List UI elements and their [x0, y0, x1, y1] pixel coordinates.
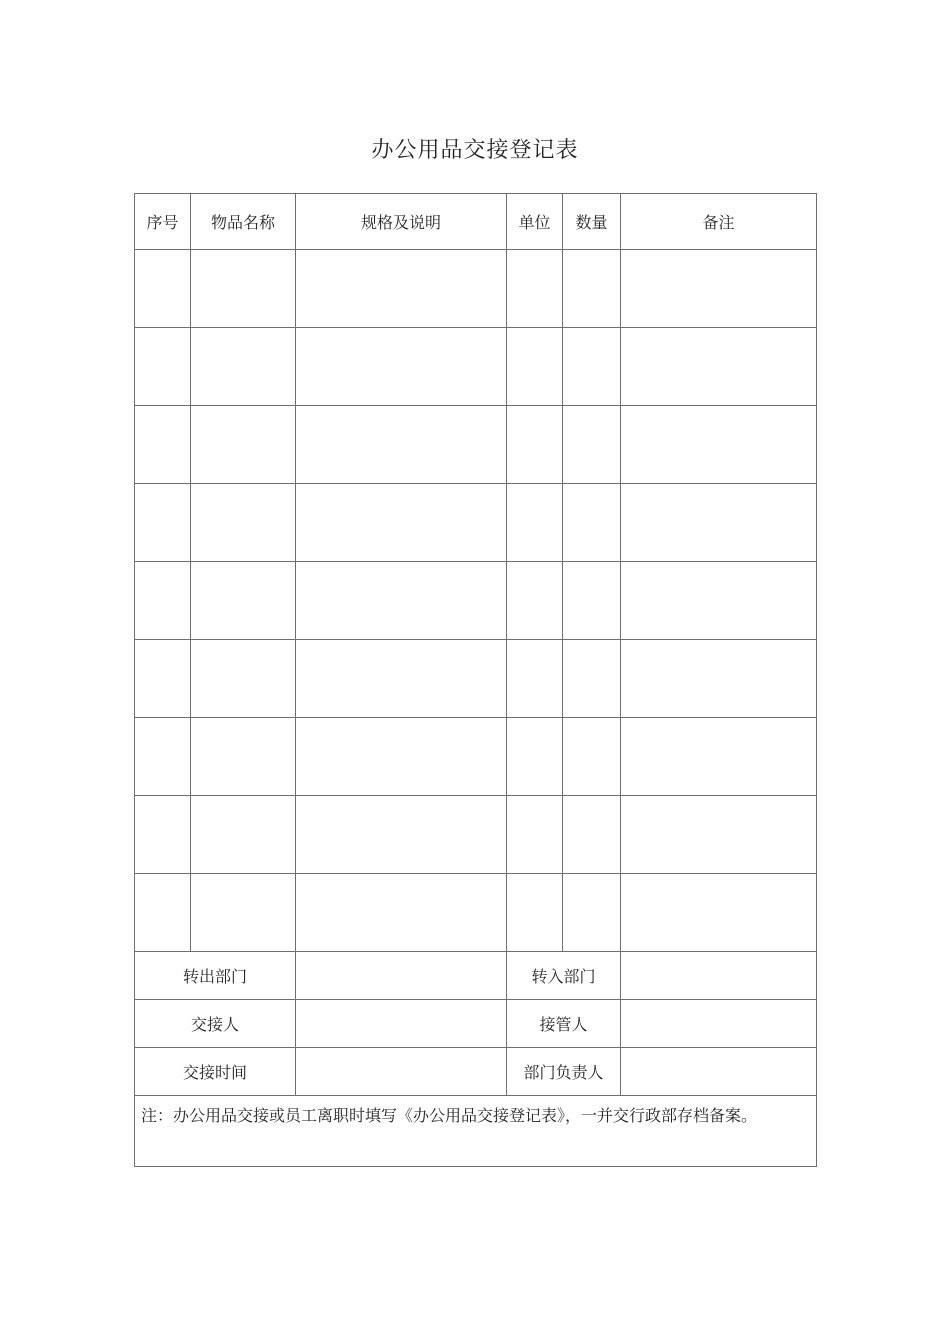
- remark-cell[interactable]: [621, 328, 817, 406]
- seq-cell[interactable]: [135, 250, 191, 328]
- seq-cell[interactable]: [135, 562, 191, 640]
- header-quantity: 数量: [563, 194, 621, 250]
- quantity-cell[interactable]: [563, 640, 621, 718]
- handover-time-label: 交接时间: [135, 1048, 296, 1096]
- dept-head-field[interactable]: [621, 1048, 817, 1096]
- quantity-cell[interactable]: [563, 718, 621, 796]
- table-row: [135, 796, 817, 874]
- unit-cell[interactable]: [507, 484, 563, 562]
- seq-cell[interactable]: [135, 406, 191, 484]
- item-name-cell[interactable]: [191, 406, 296, 484]
- item-name-cell[interactable]: [191, 562, 296, 640]
- unit-cell[interactable]: [507, 250, 563, 328]
- handover-register-table: [134, 193, 817, 1167]
- item-name-cell[interactable]: [191, 484, 296, 562]
- unit-cell[interactable]: [507, 874, 563, 952]
- unit-cell[interactable]: [507, 328, 563, 406]
- handover-person-label: 交接人: [135, 1000, 296, 1048]
- spec-cell[interactable]: [296, 250, 507, 328]
- table-row: [135, 718, 817, 796]
- table-row: [135, 250, 817, 328]
- header-seq: 序号: [135, 194, 191, 250]
- spec-cell[interactable]: [296, 562, 507, 640]
- remark-cell[interactable]: [621, 874, 817, 952]
- item-name-cell[interactable]: [191, 328, 296, 406]
- table-row: [135, 640, 817, 718]
- unit-cell[interactable]: [507, 640, 563, 718]
- item-name-cell[interactable]: [191, 718, 296, 796]
- table-row: [135, 328, 817, 406]
- item-name-cell[interactable]: [191, 796, 296, 874]
- header-spec: 规格及说明: [296, 194, 507, 250]
- dept-head-label: 部门负责人: [507, 1048, 621, 1096]
- header-remark: 备注: [621, 194, 817, 250]
- receiver-field[interactable]: [621, 1000, 817, 1048]
- spec-cell[interactable]: [296, 484, 507, 562]
- spec-cell[interactable]: [296, 640, 507, 718]
- unit-cell[interactable]: [507, 718, 563, 796]
- spec-cell[interactable]: [296, 874, 507, 952]
- quantity-cell[interactable]: [563, 250, 621, 328]
- seq-cell[interactable]: [135, 796, 191, 874]
- to-dept-label: 转入部门: [507, 952, 621, 1000]
- table-row: [135, 484, 817, 562]
- spec-cell[interactable]: [296, 796, 507, 874]
- quantity-cell[interactable]: [563, 796, 621, 874]
- form-title: 办公用品交接登记表: [371, 138, 579, 163]
- quantity-cell[interactable]: [563, 328, 621, 406]
- note-text: 注：办公用品交接或员工离职时填写《办公用品交接登记表》，一并交行政部存档备案。: [135, 1096, 817, 1167]
- quantity-cell[interactable]: [563, 874, 621, 952]
- signoff-row-person: [135, 1000, 817, 1048]
- signoff-row-time: [135, 1048, 817, 1096]
- quantity-cell[interactable]: [563, 484, 621, 562]
- spec-cell[interactable]: [296, 718, 507, 796]
- remark-cell[interactable]: [621, 484, 817, 562]
- table-row: [135, 874, 817, 952]
- receiver-label: 接管人: [507, 1000, 621, 1048]
- remark-cell[interactable]: [621, 250, 817, 328]
- unit-cell[interactable]: [507, 796, 563, 874]
- header-item-name: 物品名称: [191, 194, 296, 250]
- table-row: [135, 406, 817, 484]
- item-name-cell[interactable]: [191, 874, 296, 952]
- remark-cell[interactable]: [621, 406, 817, 484]
- header-unit: 单位: [507, 194, 563, 250]
- from-dept-field[interactable]: [296, 952, 507, 1000]
- remark-cell[interactable]: [621, 562, 817, 640]
- signoff-row-dept: [135, 952, 817, 1000]
- unit-cell[interactable]: [507, 562, 563, 640]
- seq-cell[interactable]: [135, 718, 191, 796]
- seq-cell[interactable]: [135, 874, 191, 952]
- handover-person-field[interactable]: [296, 1000, 507, 1048]
- item-name-cell[interactable]: [191, 250, 296, 328]
- seq-cell[interactable]: [135, 328, 191, 406]
- quantity-cell[interactable]: [563, 406, 621, 484]
- seq-cell[interactable]: [135, 484, 191, 562]
- note-row: [135, 1096, 817, 1167]
- remark-cell[interactable]: [621, 640, 817, 718]
- remark-cell[interactable]: [621, 718, 817, 796]
- item-name-cell[interactable]: [191, 640, 296, 718]
- seq-cell[interactable]: [135, 640, 191, 718]
- table-row: [135, 562, 817, 640]
- quantity-cell[interactable]: [563, 562, 621, 640]
- handover-time-field[interactable]: [296, 1048, 507, 1096]
- spec-cell[interactable]: [296, 406, 507, 484]
- unit-cell[interactable]: [507, 406, 563, 484]
- to-dept-field[interactable]: [621, 952, 817, 1000]
- spec-cell[interactable]: [296, 328, 507, 406]
- remark-cell[interactable]: [621, 796, 817, 874]
- header-row: [135, 194, 817, 250]
- from-dept-label: 转出部门: [135, 952, 296, 1000]
